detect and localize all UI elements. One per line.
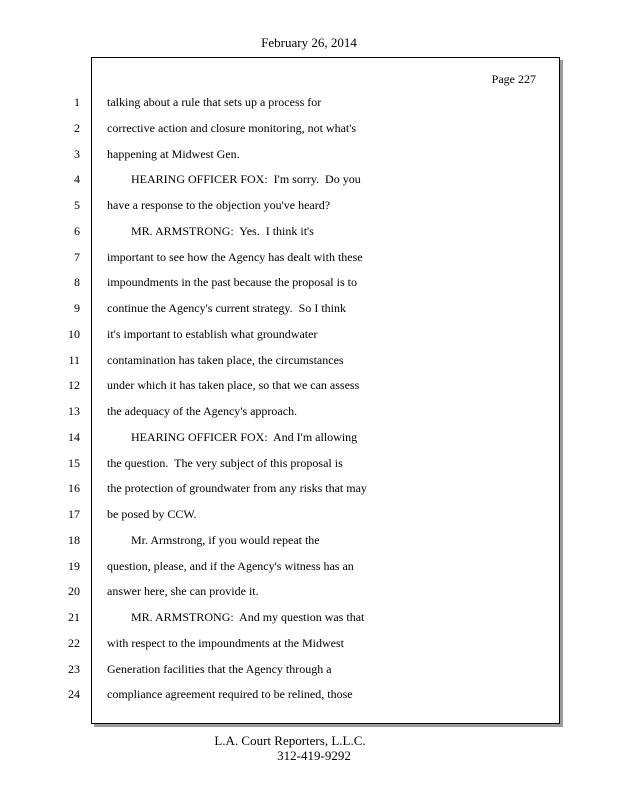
line-number: 4 xyxy=(74,172,80,187)
transcript-line: MR. ARMSTRONG: Yes. I think it's xyxy=(107,223,314,238)
transcript-line: the question. The very subject of this proposal is xyxy=(107,455,343,470)
page-number: Page 227 xyxy=(491,72,536,86)
line-number: 15 xyxy=(68,455,80,470)
line-number: 10 xyxy=(68,326,80,341)
line-number: 12 xyxy=(68,378,80,393)
line-number: 19 xyxy=(68,558,80,573)
footer-phone: 312-419-9292 xyxy=(277,748,351,763)
line-number: 2 xyxy=(74,120,80,135)
line-number: 14 xyxy=(68,429,80,444)
line-number: 9 xyxy=(74,301,80,315)
transcript-line: talking about a rule that sets up a process for xyxy=(107,95,322,109)
transcript-line: Generation facilities that the Agency through a xyxy=(107,661,332,676)
transcript-line: answer here, she can provide it. xyxy=(107,584,259,599)
transcript-line: contamination has taken place, the circumstances xyxy=(107,352,344,367)
transcript-line: under which it has taken place, so that we can assess xyxy=(107,378,360,393)
line-number: 1 xyxy=(74,95,80,109)
transcript-line: with respect to the impoundments at the Midwest xyxy=(107,635,344,650)
line-number: 5 xyxy=(74,198,80,212)
transcript-line: it's important to establish what groundwater xyxy=(107,326,318,341)
transcript-line: question, please, and if the Agency's witness has an xyxy=(107,558,354,573)
transcript-line: the protection of groundwater from any risks that may xyxy=(107,481,367,496)
footer-company: L.A. Court Reporters, L.L.C. xyxy=(214,733,366,748)
transcript-line: the adequacy of the Agency's approach. xyxy=(107,404,298,418)
transcript-line: continue the Agency's current strategy. So I think xyxy=(107,301,346,315)
line-number: 13 xyxy=(68,404,80,418)
transcript-body xyxy=(107,92,547,710)
line-number: 3 xyxy=(74,146,80,161)
header-date: February 26, 2014 xyxy=(261,35,357,50)
line-number: 23 xyxy=(68,661,80,676)
line-number: 11 xyxy=(68,352,80,367)
line-number: 22 xyxy=(68,635,80,650)
transcript-line: compliance agreement required to be relined, those xyxy=(107,687,353,702)
transcript-line: Mr. Armstrong, if you would repeat the xyxy=(107,532,320,547)
transcript-line: HEARING OFFICER FOX: And I'm allowing xyxy=(107,429,358,444)
transcript-line: impoundments in the past because the proposal is to xyxy=(107,275,357,290)
line-number-column xyxy=(50,92,80,710)
line-number: 21 xyxy=(68,610,80,624)
line-number: 17 xyxy=(68,507,80,521)
line-number: 16 xyxy=(68,481,80,496)
line-number: 7 xyxy=(74,249,80,264)
transcript-line: be posed by CCW. xyxy=(107,507,197,521)
transcript-line: corrective action and closure monitoring, not what's xyxy=(107,120,357,135)
line-number: 18 xyxy=(68,532,80,547)
transcript-line: important to see how the Agency has dealt with these xyxy=(107,249,363,264)
line-number: 6 xyxy=(74,223,80,238)
transcript-line: have a response to the objection you've heard? xyxy=(107,198,331,212)
line-number: 20 xyxy=(68,584,80,599)
line-number: 8 xyxy=(74,275,80,290)
line-number: 24 xyxy=(68,687,80,702)
transcript-line: HEARING OFFICER FOX: I'm sorry. Do you xyxy=(107,172,361,187)
transcript-line: MR. ARMSTRONG: And my question was that xyxy=(107,610,365,624)
transcript-line: happening at Midwest Gen. xyxy=(107,146,240,161)
